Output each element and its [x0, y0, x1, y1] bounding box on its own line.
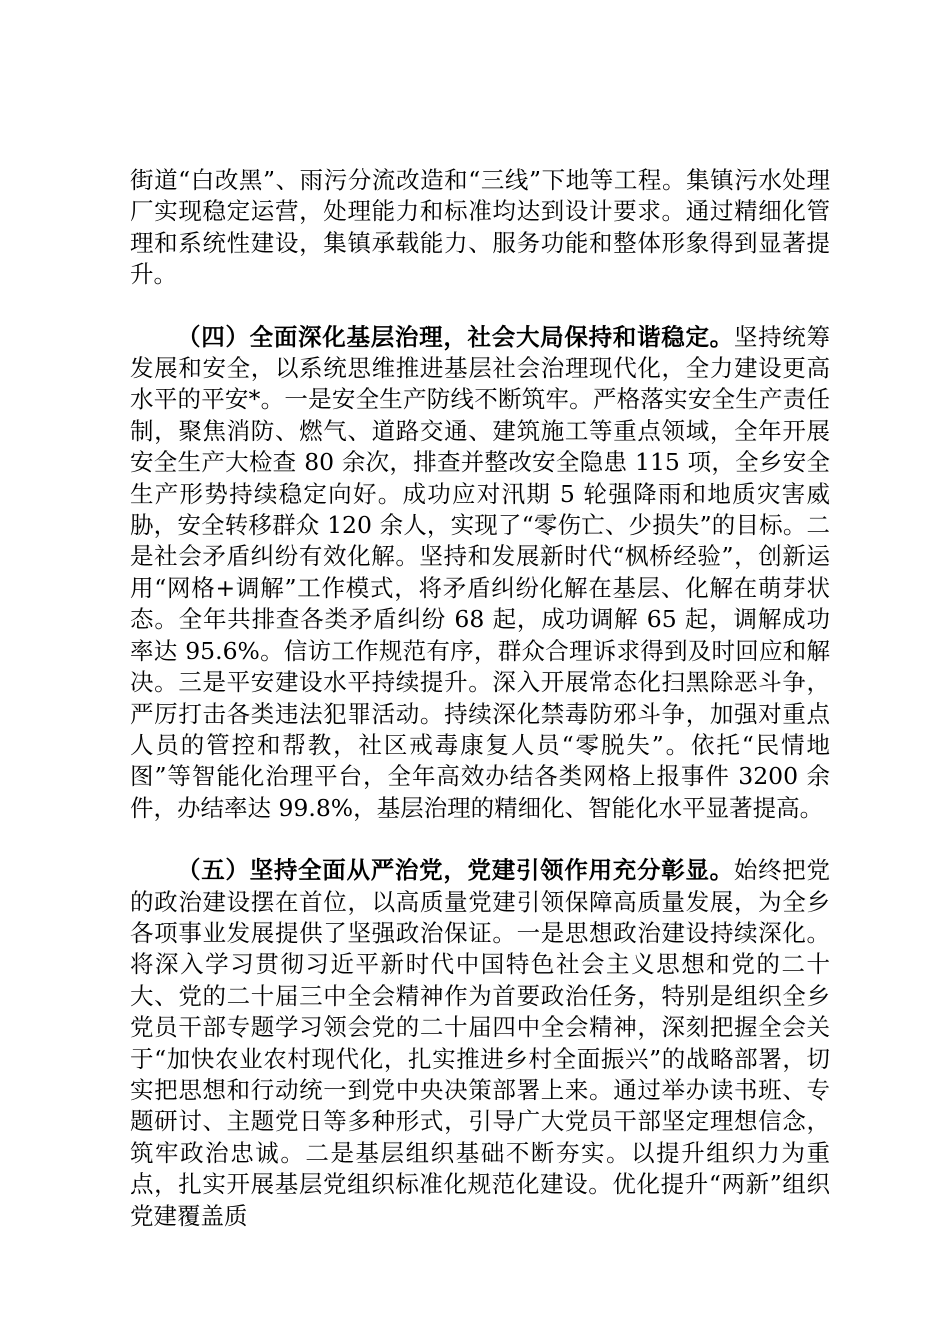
paragraph-heading: （五）坚持全面从严治党，党建引领作用充分彰显。	[177, 856, 734, 885]
paragraph-continuation	[130, 165, 830, 291]
paragraph-text: 坚持统筹发展和安全，以系统思维推进基层社会治理现代化，全力建设更高水平的平安*。一是安全生产防线不断筑牢。严格落实安全生产责任制，聚焦消防、燃气、道路交通、建筑施工等重点领域，全年开展安全生产大检查 80 余次，排查并整改安全隐患 115 项，全乡安全生产形势持续稳定向好。成功应对汛期 5 轮强降雨和地质灾害威胁，安全转移群众 120 余人，实现了“零伤亡、少损失”的目标。二是社会矛盾纠纷有效化解。坚持和发展新时代“枫桥经验”，创新运用“网格+调解”工作模式，将矛盾纠纷化解在基层、化解在萌芽状态。全年共排查各类矛盾纠纷 68 起，成功调解 65 起，调解成功率达 95.6%。信访工作规范有序，群众合理诉求得到及时回应和解决。三是平安建设水平持续提升。深入开展常态化扫黑除恶斗争，严厉打击各类违法犯罪活动。持续深化禁毒防邪斗争，加强对重点人员的管控和帮教，社区戒毒康复人员“零脱失”。依托“民情地图”等智能化治理平台，全年高效办结各类网格上报事件 3200 余件，办结率达 99.8%，基层治理的精细化、智能化水平显著提高。	[130, 322, 831, 822]
paragraph-grassroots-governance	[130, 322, 830, 825]
paragraph-party-governance	[130, 855, 830, 1232]
paragraph-heading: （四）全面深化基层治理，社会大局保持和谐稳定。	[177, 322, 734, 351]
paragraph-text: 始终把党的政治建设摆在首位，以高质量党建引领保障高质量发展，为全乡各项事业发展提供了坚强政治保证。一是思想政治建设持续深化。将深入学习贯彻习近平新时代中国特色社会主义思想和党的二十大、党的二十届三中全会精神作为首要政治任务，特别是组织全乡党员干部专题学习领会党的二十届四中全会精神，深刻把握全会关于“加快农业农村现代化，扎实推进乡村全面振兴”的战略部署，切实把思想和行动统一到党中央决策部署上来。通过举办读书班、专题研讨、主题党日等多种形式，引导广大党员干部坚定理想信念，筑牢政治忠诚。二是基层组织基础不断夯实。以提升组织力为重点，扎实开展基层党组织标准化规范化建设。优化提升“两新”组织党建覆盖质	[130, 856, 831, 1230]
paragraph-text: 街道“白改黑”、雨污分流改造和“三线”下地等工程。集镇污水处理厂实现稳定运营，处理能力和标准均达到设计要求。通过精细化管理和系统性建设，集镇承载能力、服务功能和整体形象得到显著提升。	[130, 166, 830, 289]
document-body	[130, 165, 830, 1232]
